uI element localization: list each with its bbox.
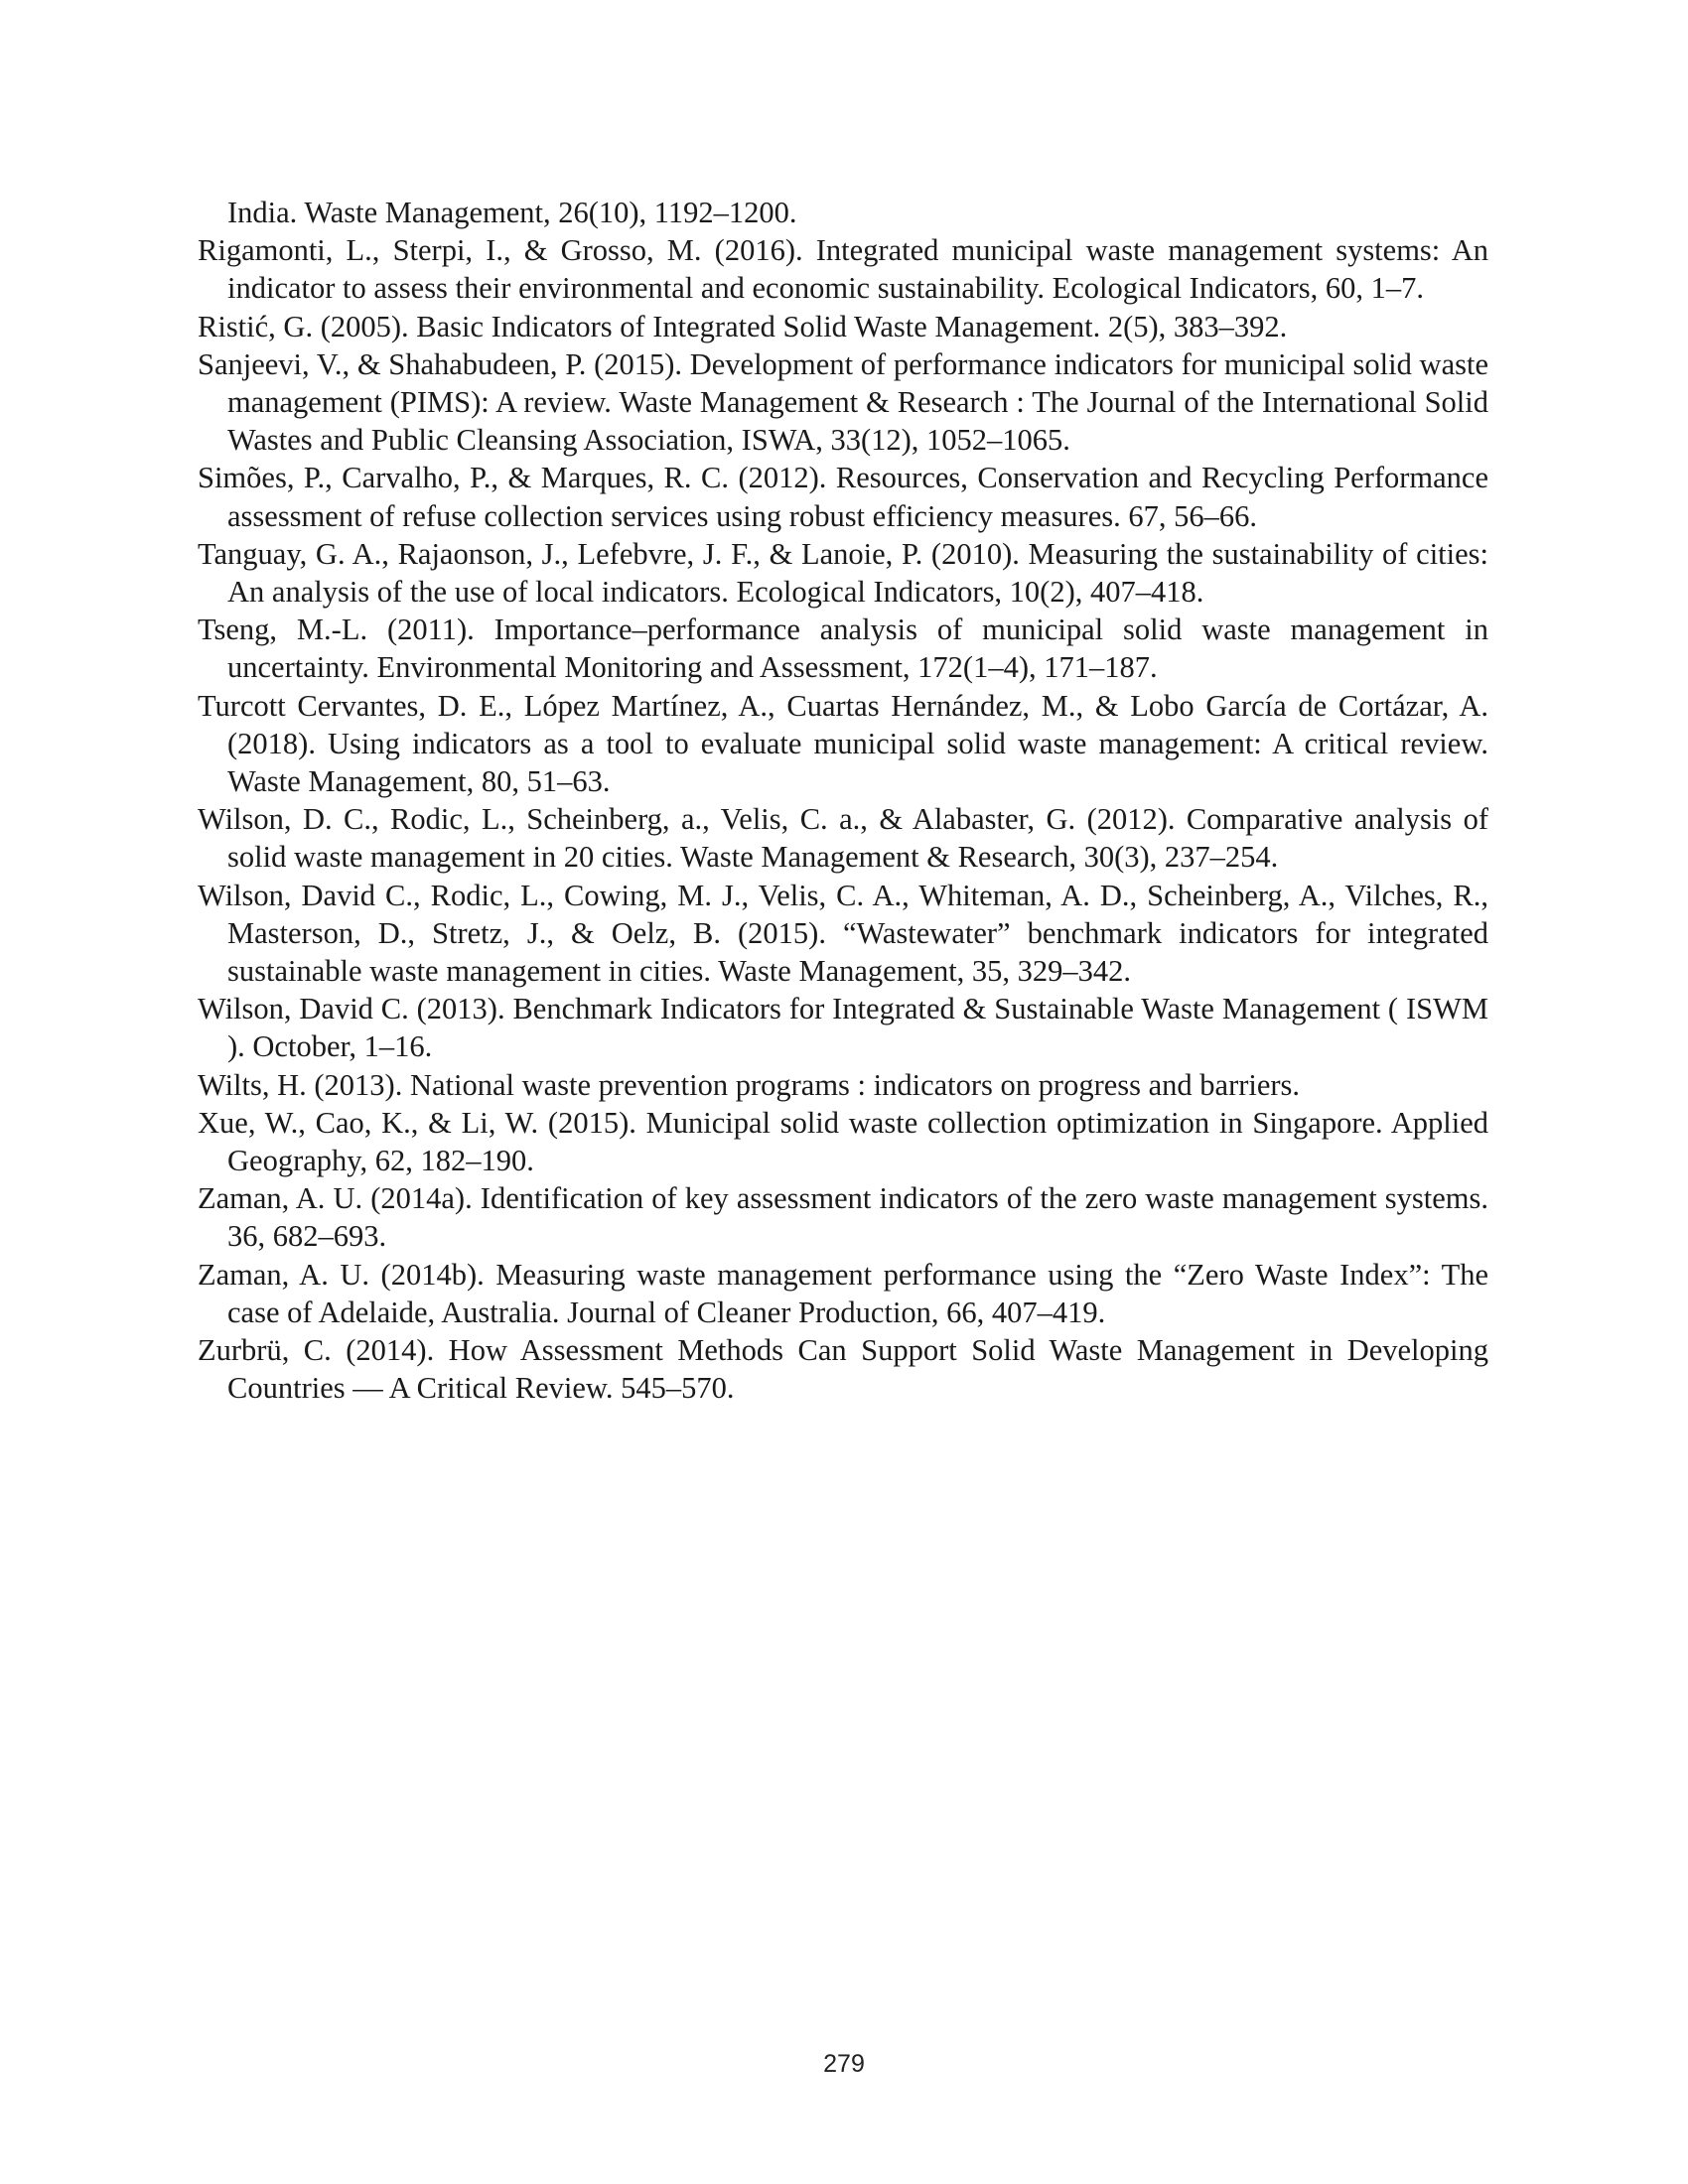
reference-entry: Zaman, A. U. (2014a). Identification of key assessment indicators of the zero waste management systems. 36, 682–693. <box>198 1181 1488 1254</box>
page-number: 279 <box>823 2050 865 2078</box>
reference-list <box>198 194 1488 1408</box>
reference-entry: Zurbrü, C. (2014). How Assessment Methods Can Support Solid Waste Management in Developing Countries — A Critical Review. 545–570. <box>198 1333 1488 1406</box>
reference-entry: Rigamonti, L., Sterpi, I., & Grosso, M. (2016). Integrated municipal waste management systems: An indicator to assess their environmental and economic sustainability. Ecological Indicators, 60, 1–7. <box>198 233 1488 306</box>
reference-entry: India. Waste Management, 26(10), 1192–1200. <box>227 196 797 229</box>
reference-entry: Tanguay, G. A., Rajaonson, J., Lefebvre, J. F., & Lanoie, P. (2010). Measuring the sustainability of cities: An analysis of the use of local indicators. Ecological Indicators, 10(2), 407–418. <box>198 536 1488 610</box>
reference-entry: Wilts, H. (2013). National waste prevention programs : indicators on progress and barriers. <box>198 1067 1301 1102</box>
reference-entry: Wilson, D. C., Rodic, L., Scheinberg, a., Velis, C. a., & Alabaster, G. (2012). Comparative analysis of solid waste management in 20 cities. Waste Management & Research, 30(3), 237–254. <box>198 802 1488 875</box>
reference-entry: Tseng, M.-L. (2011). Importance–performance analysis of municipal solid waste management in uncertainty. Environmental Monitoring and Assessment, 172(1–4), 171–187. <box>198 613 1488 685</box>
reference-entry: Wilson, David C. (2013). Benchmark Indicators for Integrated & Sustainable Waste Management ( ISWM ). October, 1–16. <box>198 992 1488 1064</box>
reference-entry: Sanjeevi, V., & Shahabudeen, P. (2015). Development of performance indicators for municipal solid waste management (PIMS): A review. Waste Management & Research : The Journal of the International Solid Wastes and Public Cleansing Association, ISWA, 33(12), 1052–1065. <box>198 346 1488 458</box>
reference-entry: Wilson, David C., Rodic, L., Cowing, M. J., Velis, C. A., Whiteman, A. D., Scheinberg, A., Vilches, R., Masterson, D., Stretz, J., & Oelz, B. (2015). “Wastewater” benchmark indicators for integrated sustainable waste management in cities. Waste Management, 35, 329–342. <box>198 878 1488 989</box>
reference-entry: Xue, W., Cao, K., & Li, W. (2015). Municipal solid waste collection optimization in Singapore. Applied Geography, 62, 182–190. <box>198 1105 1488 1178</box>
reference-entry: Zaman, A. U. (2014b). Measuring waste management performance using the “Zero Waste Index”: The case of Adelaide, Australia. Journal of Cleaner Production, 66, 407–419. <box>198 1257 1488 1329</box>
reference-page <box>198 194 1488 1408</box>
reference-entry: Turcott Cervantes, D. E., López Martínez, A., Cuartas Hernández, M., & Lobo García de Cortázar, A. (2018). Using indicators as a tool to evaluate municipal solid waste management: A critical review. Waste Management, 80, 51–63. <box>198 688 1488 799</box>
reference-entry: Simões, P., Carvalho, P., & Marques, R. C. (2012). Resources, Conservation and Recycling Performance assessment of refuse collection services using robust efficiency measures. 67, 56–66. <box>198 461 1488 533</box>
reference-entry: Ristić, G. (2005). Basic Indicators of Integrated Solid Waste Management. 2(5), 383–392. <box>198 309 1288 343</box>
